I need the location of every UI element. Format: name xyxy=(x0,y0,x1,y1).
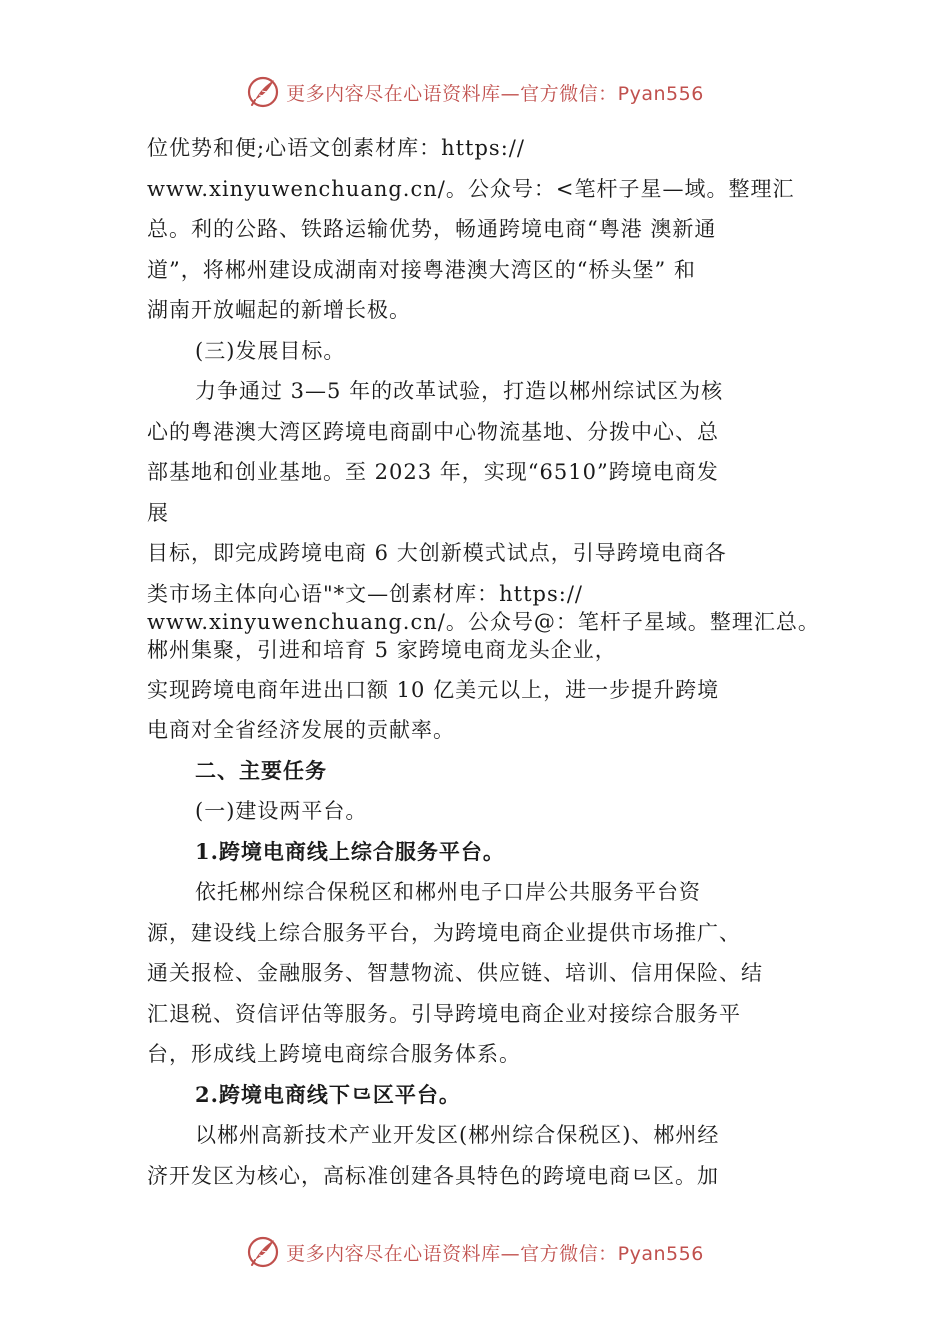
body-line: 展 xyxy=(147,500,169,525)
body-line: 目标，即完成跨境电商 6 大创新模式试点，引导跨境电商各 xyxy=(147,541,727,565)
body-line: 电商对全省经济发展的贡献率。 xyxy=(147,718,455,742)
body-line: 力争通过 3—5 年的改革试验，打造以郴州综试区为核 xyxy=(195,379,724,403)
section-heading-two-platforms: (一)建设两平台。 xyxy=(195,799,368,823)
footer-banner-text: 更多内容尽在心语资料库—官方微信：Pyan556 xyxy=(286,1242,704,1265)
header-banner-text: 更多内容尽在心语资料库—官方微信：Pyan556 xyxy=(286,82,704,105)
chapter-heading-main-tasks: 二、主要任务 xyxy=(195,758,327,783)
body-line: www.xinyuwenchuang.cn/。公众号@：笔杆子星域。整理汇总。 xyxy=(147,609,820,634)
body-line: 实现跨境电商年进出口额 10 亿美元以上，进一步提升跨境 xyxy=(147,677,720,702)
section-heading-goals: (三)发展目标。 xyxy=(195,338,346,363)
body-line: 部基地和创业基地。至 2023 年，实现“6510”跨境电商发 xyxy=(147,460,719,484)
body-line: www.xinyuwenchuang.cn/。公众号：<笔杆子星—域。整理汇 xyxy=(147,176,795,201)
body-line: 郴州集聚，引进和培育 5 家跨境电商龙头企业， xyxy=(147,637,617,662)
subsection-heading-online-platform: 1.跨境电商线上综合服务平台。 xyxy=(195,838,505,864)
document-body xyxy=(147,128,847,1196)
body-line: 台，形成线上跨境电商综合服务体系。 xyxy=(147,1042,521,1066)
feather-pen-logo-icon xyxy=(246,75,280,109)
body-line: 位优势和便;心语文创素材库：https:// xyxy=(147,136,525,160)
body-line: 类市场主体向心语"*文—创素材库：https:// xyxy=(147,581,584,606)
body-line: 汇退税、资信评估等服务。引导跨境电商企业对接综合服务平 xyxy=(147,1001,741,1026)
subsection-heading-offline-platform: 2.跨境电商线下⺋区平台。 xyxy=(195,1081,461,1107)
body-line: 以郴州高新技术产业开发区(郴州综合保税区)、郴州经 xyxy=(195,1123,720,1147)
header-banner xyxy=(0,72,950,112)
body-line: 济开发区为核心，高标准创建各具特色的跨境电商⺋区。加 xyxy=(147,1163,719,1188)
body-line: 通关报检、金融服务、智慧物流、供应链、培训、信用保险、结 xyxy=(147,961,763,985)
footer-banner xyxy=(0,1232,950,1272)
body-line: 湖南开放崛起的新增长极。 xyxy=(147,298,411,322)
body-line: 心的粤港澳大湾区跨境电商副中心物流基地、分拨中心、总 xyxy=(147,419,719,444)
body-line: 源，建设线上综合服务平台，为跨境电商企业提供市场推广、 xyxy=(147,920,741,945)
body-line: 依托郴州综合保税区和郴州电子口岸公共服务平台资 xyxy=(195,880,701,904)
body-line: 道”，将郴州建设成湖南对接粤港澳大湾区的“桥头堡” 和 xyxy=(147,257,696,282)
body-line: 总。利的公路、铁路运输优势，畅通跨境电商“粤港 澳新通 xyxy=(147,217,717,241)
feather-pen-logo-icon xyxy=(246,1235,280,1269)
